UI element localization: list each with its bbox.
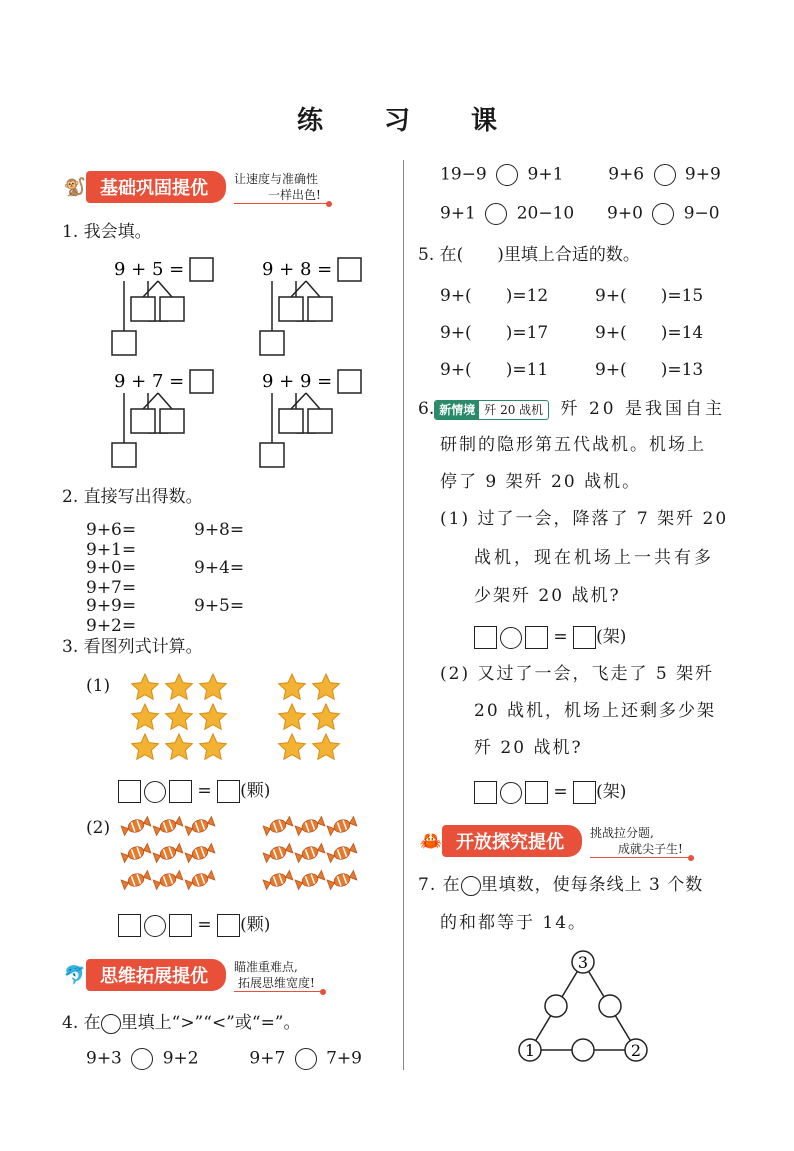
q6-line-3: 停了 9 架歼 20 战机。 xyxy=(440,472,642,492)
q3-answer-2: = (颗) xyxy=(118,910,270,937)
monkey-icon: 🐒 xyxy=(63,176,87,198)
star-icon xyxy=(166,674,193,699)
decomposition-diagram xyxy=(112,258,213,355)
banner-basic xyxy=(60,172,329,202)
compare-circle[interactable] xyxy=(496,164,518,186)
q7-line-2: 的和都等于 14。 xyxy=(440,913,588,933)
candy-icon xyxy=(185,870,215,891)
candy-icon xyxy=(121,843,151,864)
star-icon xyxy=(279,704,306,729)
candy-icon xyxy=(121,870,151,891)
star-icon xyxy=(166,704,193,729)
answer-box[interactable] xyxy=(474,626,497,649)
fill-blank-expression[interactable]: 9+( )=14 xyxy=(595,323,704,343)
candy-icon xyxy=(153,843,183,864)
q5-grid xyxy=(440,281,750,392)
operator-circle[interactable] xyxy=(500,782,522,804)
star-icon xyxy=(132,674,159,699)
q6-sub2-line-2: 20 战机，机场上还剩多少架 xyxy=(474,701,717,721)
expression: 9+2= xyxy=(86,616,137,636)
candy-icon xyxy=(185,816,215,837)
motto-line-1: 瞄准重难点, xyxy=(234,959,298,974)
answer-box[interactable] xyxy=(260,443,284,467)
node-bottom-right-value: 2 xyxy=(630,1041,642,1060)
q6-sub1-line-3: 少架歼 20 战机? xyxy=(474,586,621,606)
column-divider xyxy=(403,160,404,1070)
q6-sub1-line-2: 战机，现在机场上一共有多 xyxy=(474,548,714,568)
node-left-mid[interactable] xyxy=(545,995,567,1017)
candy-icon xyxy=(153,870,183,891)
q4-row-1: 9+3 9+2 9+7 7+9 xyxy=(86,1048,362,1069)
q6-answer-2: = (架) xyxy=(474,777,626,804)
q1-diagrams xyxy=(110,255,370,475)
answer-box[interactable] xyxy=(279,409,303,433)
answer-box[interactable] xyxy=(525,781,548,804)
star-icon xyxy=(313,734,340,759)
banner-explore xyxy=(416,826,691,856)
star-icon xyxy=(200,674,227,699)
answer-box[interactable] xyxy=(308,297,332,321)
answer-box[interactable] xyxy=(131,409,155,433)
q3-heading: 3. 看图列式计算。 xyxy=(62,637,203,657)
equation-text: 9 + 7 = xyxy=(114,371,185,392)
answer-box[interactable] xyxy=(118,914,141,937)
q7-triangle xyxy=(510,946,660,1066)
new-context-tag: 新情境 歼 20 战机 xyxy=(434,400,549,420)
crab-icon: 🦀 xyxy=(419,830,443,852)
answer-box[interactable] xyxy=(525,626,548,649)
candy-icon xyxy=(295,816,325,837)
q3-answer-1: = (颗) xyxy=(118,776,270,803)
banner-thinking-motto xyxy=(234,959,323,992)
star-icon xyxy=(313,674,340,699)
expression: 9+6= xyxy=(86,520,137,540)
banner-thinking-label: 思维拓展提优 xyxy=(86,959,226,991)
candy-icon xyxy=(263,816,293,837)
unit-label: (架) xyxy=(596,782,627,802)
equation-text: 9 + 8 = xyxy=(262,259,333,280)
motto-line-1: 让速度与准确性 xyxy=(234,171,319,186)
star-icon xyxy=(132,704,159,729)
q2-row xyxy=(86,520,386,558)
operator-circle[interactable] xyxy=(144,915,166,937)
node-top-value: 3 xyxy=(577,953,589,972)
answer-box[interactable] xyxy=(118,780,141,803)
star-icon xyxy=(166,734,193,759)
decomposition-diagram xyxy=(112,370,213,467)
circle-icon xyxy=(461,876,481,896)
candy-icon xyxy=(327,816,357,837)
q5-heading: 5. 在( )里填上合适的数。 xyxy=(418,245,640,265)
expression: 9+9= xyxy=(86,596,137,616)
answer-box[interactable] xyxy=(573,626,596,649)
answer-box[interactable] xyxy=(131,297,155,321)
compare-circle[interactable] xyxy=(654,164,676,186)
candy-icon xyxy=(295,870,325,891)
compare-circle[interactable] xyxy=(485,203,507,225)
q3-stars xyxy=(125,670,355,770)
unit-label: (架) xyxy=(596,627,627,647)
expression: 9+7= xyxy=(86,578,137,598)
candy-icon xyxy=(153,816,183,837)
answer-box[interactable] xyxy=(279,297,303,321)
q6-sub1-line-1: (1) 过了一会，降落了 7 架歼 20 xyxy=(440,509,729,529)
q4-heading: 4. 在 里填上“>”“<”或“=”。 xyxy=(62,1013,301,1033)
fill-blank-expression[interactable]: 9+( )=15 xyxy=(595,286,704,306)
answer-box[interactable] xyxy=(474,781,497,804)
star-icon xyxy=(200,704,227,729)
q1-heading: 1. 我会填。 xyxy=(62,222,152,242)
candy-icon xyxy=(263,843,293,864)
answer-box[interactable] xyxy=(112,331,136,355)
circle-icon xyxy=(101,1014,121,1034)
expression: 9+4= xyxy=(194,558,245,578)
answer-box[interactable] xyxy=(169,780,192,803)
q2-row xyxy=(86,596,386,634)
answer-box[interactable] xyxy=(573,781,596,804)
answer-box[interactable] xyxy=(260,331,284,355)
q3-part1-label: (1) xyxy=(86,676,111,696)
q7-line-1: 7. 在 里填数，使每条线上 3 个数 xyxy=(418,875,704,895)
equation-text: 9 + 5 = xyxy=(114,259,185,280)
compare-circle[interactable] xyxy=(652,203,674,225)
q6-answer-1: = (架) xyxy=(474,622,626,649)
q6-sub2-line-1: (2) 又过了一会，飞走了 5 架歼 xyxy=(440,664,715,684)
candy-icon xyxy=(327,870,357,891)
q3-part2-label: (2) xyxy=(86,818,111,838)
answer-box[interactable] xyxy=(160,409,184,433)
q3-candies xyxy=(118,812,358,902)
q4-row-2: 19−9 9+1 9+6 9+9 xyxy=(440,164,721,185)
answer-box[interactable] xyxy=(338,370,361,393)
star-icon xyxy=(132,734,159,759)
motto-line-2: 成就尖子生! xyxy=(618,841,683,856)
q4-row-3: 9+1 20−10 9+0 9−0 xyxy=(440,203,720,224)
q6-line-2: 研制的隐形第五代战机。机场上 xyxy=(440,435,706,455)
banner-explore-motto xyxy=(590,825,691,858)
expression: 9+8= xyxy=(194,520,245,540)
decomposition-diagram xyxy=(260,258,361,355)
q2-heading: 2. 直接写出得数。 xyxy=(62,487,203,507)
operator-circle[interactable] xyxy=(144,781,166,803)
q5-row xyxy=(440,355,750,392)
q5-row xyxy=(440,281,750,318)
node-bottom-left-value: 1 xyxy=(524,1041,536,1060)
answer-box[interactable] xyxy=(112,443,136,467)
compare-circle[interactable] xyxy=(131,1048,153,1070)
star-icon xyxy=(313,704,340,729)
answer-box[interactable] xyxy=(160,297,184,321)
node-bottom-mid[interactable] xyxy=(572,1039,594,1061)
expression: 9+5= xyxy=(194,596,245,616)
equation-text: 9 + 9 = xyxy=(262,371,333,392)
star-icon xyxy=(279,674,306,699)
dolphin-icon: 🐬 xyxy=(63,964,87,986)
candy-icon xyxy=(327,843,357,864)
answer-box[interactable] xyxy=(217,914,240,937)
answer-box[interactable] xyxy=(190,370,213,393)
motto-line-1: 挑战拉分题, xyxy=(590,825,654,840)
star-icon xyxy=(200,734,227,759)
operator-circle[interactable] xyxy=(500,627,522,649)
q6-sub2-line-3: 歼 20 战机? xyxy=(474,738,583,758)
expression: 9+0= xyxy=(86,558,137,578)
q2-row xyxy=(86,558,386,596)
answer-box[interactable] xyxy=(338,258,361,281)
expression: 9+1= xyxy=(86,540,137,560)
candy-icon xyxy=(121,816,151,837)
q6-line-1: 6. 新情境 歼 20 战机 歼 20 是我国自主 xyxy=(418,399,726,419)
banner-basic-label: 基础巩固提优 xyxy=(86,171,226,203)
candy-icon xyxy=(263,870,293,891)
fill-blank-expression[interactable]: 9+( )=12 xyxy=(440,286,549,306)
compare-circle[interactable] xyxy=(295,1048,317,1070)
motto-line-2: 一样出色! xyxy=(268,187,321,202)
page-title: 练 习 课 xyxy=(296,106,524,136)
fill-blank-expression[interactable]: 9+( )=13 xyxy=(595,360,704,380)
decomposition-diagram xyxy=(260,370,361,467)
answer-box[interactable] xyxy=(169,914,192,937)
unit-label: (颗) xyxy=(240,781,271,801)
q5-row xyxy=(440,318,750,355)
answer-box[interactable] xyxy=(190,258,213,281)
candy-icon xyxy=(295,843,325,864)
answer-box[interactable] xyxy=(308,409,332,433)
candy-icon xyxy=(185,843,215,864)
star-icon xyxy=(279,734,306,759)
unit-label: (颗) xyxy=(240,915,271,935)
banner-basic-motto xyxy=(234,171,329,204)
node-right-mid[interactable] xyxy=(599,995,621,1017)
answer-box[interactable] xyxy=(217,780,240,803)
banner-thinking xyxy=(60,960,323,990)
fill-blank-expression[interactable]: 9+( )=11 xyxy=(440,360,549,380)
motto-line-2: 拓展思维宽度! xyxy=(238,975,315,990)
q2-grid xyxy=(86,520,386,634)
banner-explore-label: 开放探究提优 xyxy=(442,825,582,857)
fill-blank-expression[interactable]: 9+( )=17 xyxy=(440,323,549,343)
